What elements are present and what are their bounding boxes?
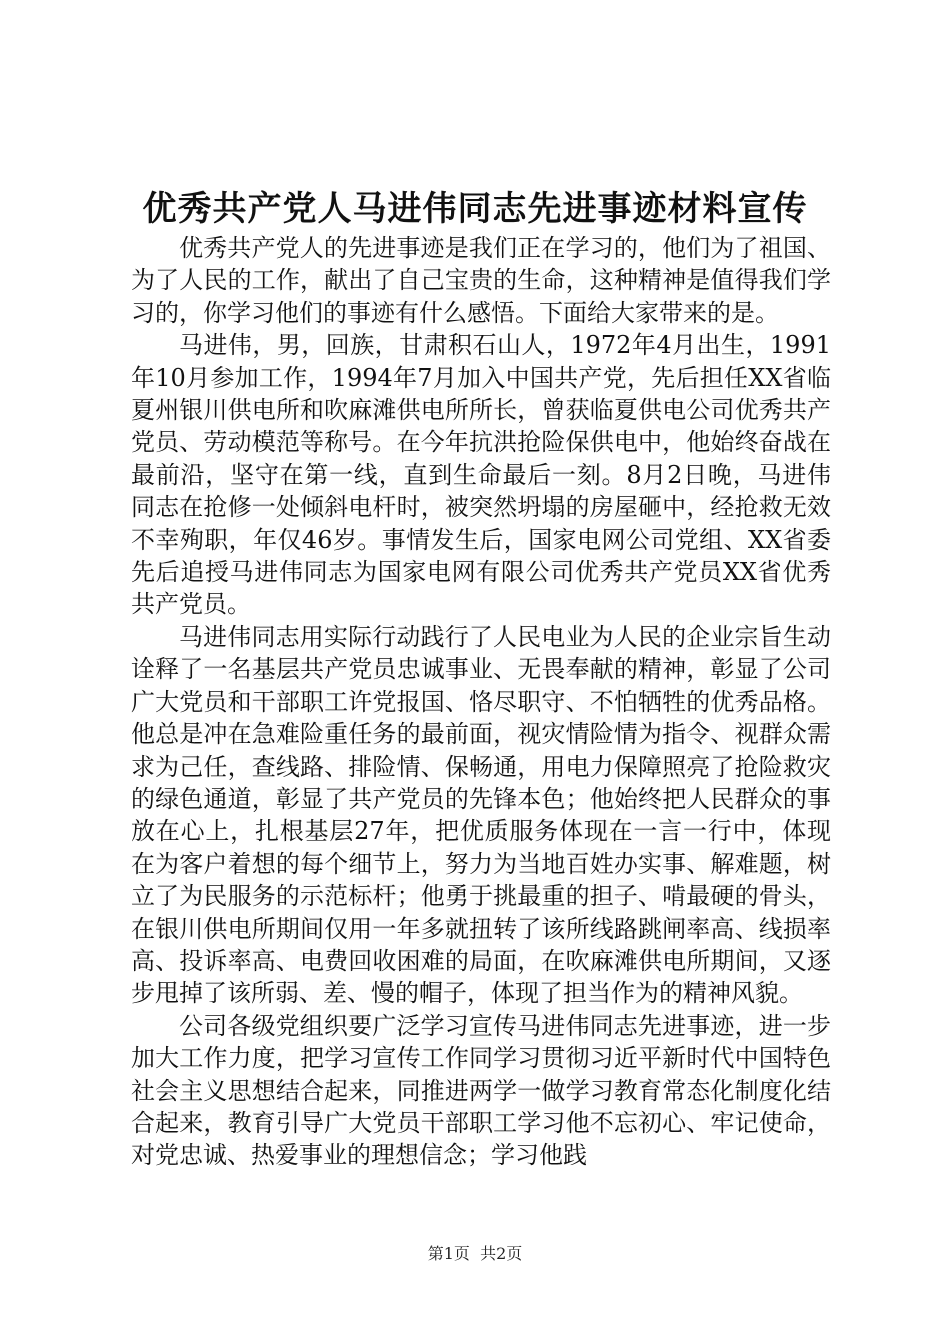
page-total: 共2页 bbox=[480, 1244, 523, 1263]
document-body bbox=[131, 232, 831, 1172]
paragraph-biography: 马进伟，男，回族，甘肃积石山人，1972年4月出生，1991年10月参加工作，1994年7月加入中国共产党，先后担任XX省临夏州银川供电所和吹麻滩供电所所长，曾获临夏供电公司优秀共产党员、劳动模范等称号。在今年抗洪抢险保供电中，他始终奋战在最前沿，坚守在第一线，直到生命最后一刻。8月2日晚，马进伟同志在抢修一处倾斜电杆时，被突然坍塌的房屋砸中，经抢救无效不幸殉职，年仅46岁。事情发生后，国家电网公司党组、XX省委先后追授马进伟同志为国家电网有限公司优秀共产党员XX省优秀共产党员。 bbox=[131, 331, 831, 619]
paragraph-deeds: 马进伟同志用实际行动践行了人民电业为人民的企业宗旨生动诠释了一名基层共产党员忠诚事业、无畏奉献的精神，彰显了公司广大党员和干部职工许党报国、恪尽职守、不怕牺牲的优秀品格。他总是冲在急难险重任务的最前面，视灾情险情为指令、视群众需求为己任，查线路、排险情、保畅通，用电力保障照亮了抢险救灾的绿色通道，彰显了共产党员的先锋本色；他始终把人民群众的事放在心上，扎根基层27年，把优质服务体现在一言一行中，体现在为客户着想的每个细节上，努力为当地百姓办实事、解难题，树立了为民服务的示范标杆；他勇于挑最重的担子、啃最硬的骨头，在银川供电所期间仅用一年多就扭转了该所线路跳闸率高、线损率高、投诉率高、电费回收困难的局面，在吹麻滩供电所期间，又逐步甩掉了该所弱、差、慢的帽子，体现了担当作为的精神风貌。 bbox=[131, 622, 831, 1008]
paragraph-call-to-action: 公司各级党组织要广泛学习宣传马进伟同志先进事迹，进一步加大工作力度，把学习宣传工作同学习贯彻习近平新时代中国特色社会主义思想结合起来，同推进两学一做学习教育常态化制度化结合起来，教育引导广大党员干部职工学习他不忘初心、牢记使命，对党忠诚、热爱事业的理想信念；学习他践 bbox=[131, 1011, 831, 1170]
page-number: 第1页 bbox=[427, 1244, 470, 1263]
page-footer bbox=[0, 1243, 950, 1265]
paragraph-intro: 优秀共产党人的先进事迹是我们正在学习的，他们为了祖国、为了人民的工作，献出了自己宝贵的生命，这种精神是值得我们学习的，你学习他们的事迹有什么感悟。下面给大家带来的是。 bbox=[131, 234, 831, 327]
document-title: 优秀共产党人马进伟同志先进事迹材料宣传 bbox=[142, 189, 808, 229]
